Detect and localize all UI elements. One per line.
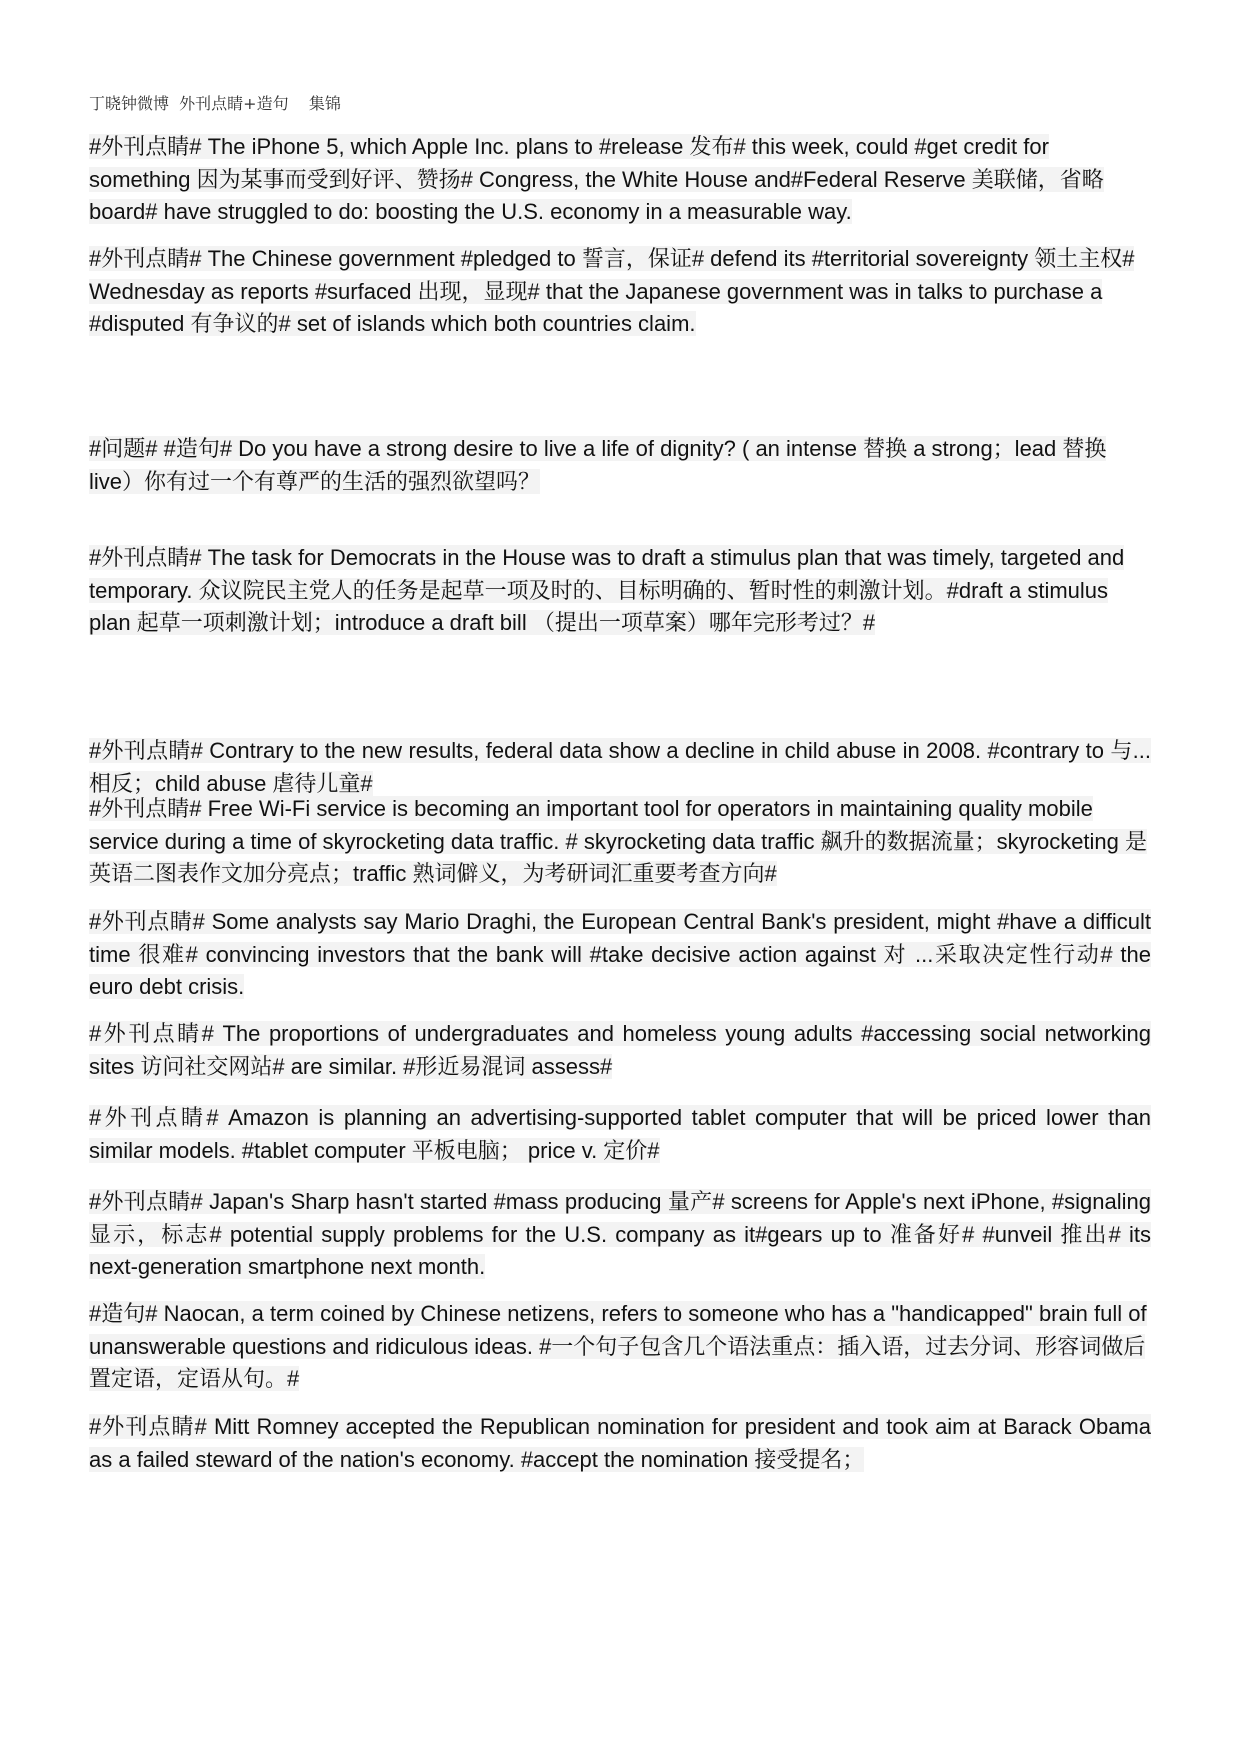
- paragraph-text: #外刊点睛# Amazon is planning an advertising-supported tablet computer that will be priced lower than similar models. #tablet computer 平板电脑； price v. 定价#: [89, 1105, 1151, 1163]
- paragraph-text: #外刊点睛# The task for Democrats in the House was to draft a stimulus plan that was timely, targeted and temporary. 众议院民主党人的任务是起草一项及时的、目标明确的、暂时性的刺激计划。#draft a stimulus plan 起草一项刺激计划；introduce a draft bill （提出一项草案）哪年完形考过？#: [89, 545, 1125, 635]
- paragraph-naocan: [89, 1298, 1151, 1396]
- paragraph-social-networking: [89, 1018, 1151, 1083]
- paragraph-text: #外刊点睛# The proportions of undergraduates and homeless young adults #accessing social networking sites 访问社交网站# are similar. #形近易混词 assess#: [89, 1021, 1151, 1079]
- paragraph-dignity-question: [89, 433, 1151, 498]
- paragraph-text: #外刊点睛# The iPhone 5, which Apple Inc. plans to #release 发布# this week, could #get credit for something 因为某事而受到好评、赞扬# Congress, the White House and#Federal Reserve 美联储，省略 board# have struggled to do: boosting the U.S. economy in a measurable way.: [89, 134, 1104, 224]
- paragraph-free-wifi: [89, 793, 1151, 891]
- paragraph-text: #问题# #造句# Do you have a strong desire to live a life of dignity? ( an intense 替换 a strong；lead 替换 live）你有过一个有尊严的生活的强烈欲望吗？: [89, 436, 1107, 494]
- paragraph-text: #外刊点睛# Mitt Romney accepted the Republican nomination for president and took aim at Barack Obama as a failed steward of the nation's economy. #accept the nomination 接受提名；: [89, 1414, 1151, 1472]
- paragraph-text: #外刊点睛# The Chinese government #pledged to 誓言，保证# defend its #territorial sovereignty 领土主权# Wednesday as reports #surfaced 出现，显现# that the Japanese government was in talks to purchase a #disputed 有争议的# set of islands which both countries claim.: [89, 246, 1135, 336]
- paragraph-territorial-sovereignty: [89, 243, 1151, 341]
- paragraph-romney-nomination: [89, 1411, 1151, 1476]
- paragraph-child-abuse: [89, 735, 1151, 800]
- paragraph-text: #外刊点睛# Contrary to the new results, federal data show a decline in child abuse in 2008. #contrary to 与...相反；child abuse 虐待儿童#: [89, 738, 1151, 796]
- paragraph-text: #外刊点睛# Some analysts say Mario Draghi, the European Central Bank's president, might #have a difficult time 很难# convincing investors that the bank will #take decisive action against 对 ...采取决定性行动# the euro debt crisis.: [89, 909, 1151, 999]
- paragraph-text: #外刊点睛# Free Wi-Fi service is becoming an important tool for operators in maintaining quality mobile service during a time of skyrocketing data traffic. # skyrocketing data traffic 飙升的数据流量；skyrocketing 是英语二图表作文加分亮点；traffic 熟词僻义，为考研词汇重要考查方向#: [89, 796, 1148, 886]
- paragraph-draghi: [89, 906, 1151, 1004]
- paragraph-stimulus-plan: [89, 542, 1151, 640]
- paragraph-amazon-tablet: [89, 1102, 1151, 1167]
- paragraph-text: #外刊点睛# Japan's Sharp hasn't started #mass producing 量产# screens for Apple's next iPhone, #signaling 显示，标志# potential supply problems for the U.S. company as it#gears up to 准备好# #unveil 推出# its next-generation smartphone next month.: [89, 1189, 1151, 1279]
- paragraph-iphone5: [89, 131, 1151, 229]
- paragraph-sharp-mass-producing: [89, 1186, 1151, 1284]
- paragraph-text: #造句# Naocan, a term coined by Chinese netizens, refers to someone who has a "handicapped" brain full of unanswerable questions and ridiculous ideas. #一个句子包含几个语法重点：插入语，过去分词、形容词做后置定语，定语从句。#: [89, 1301, 1147, 1391]
- page-header: 丁晓钟微博 外刊点睛+造句 集锦: [89, 94, 341, 113]
